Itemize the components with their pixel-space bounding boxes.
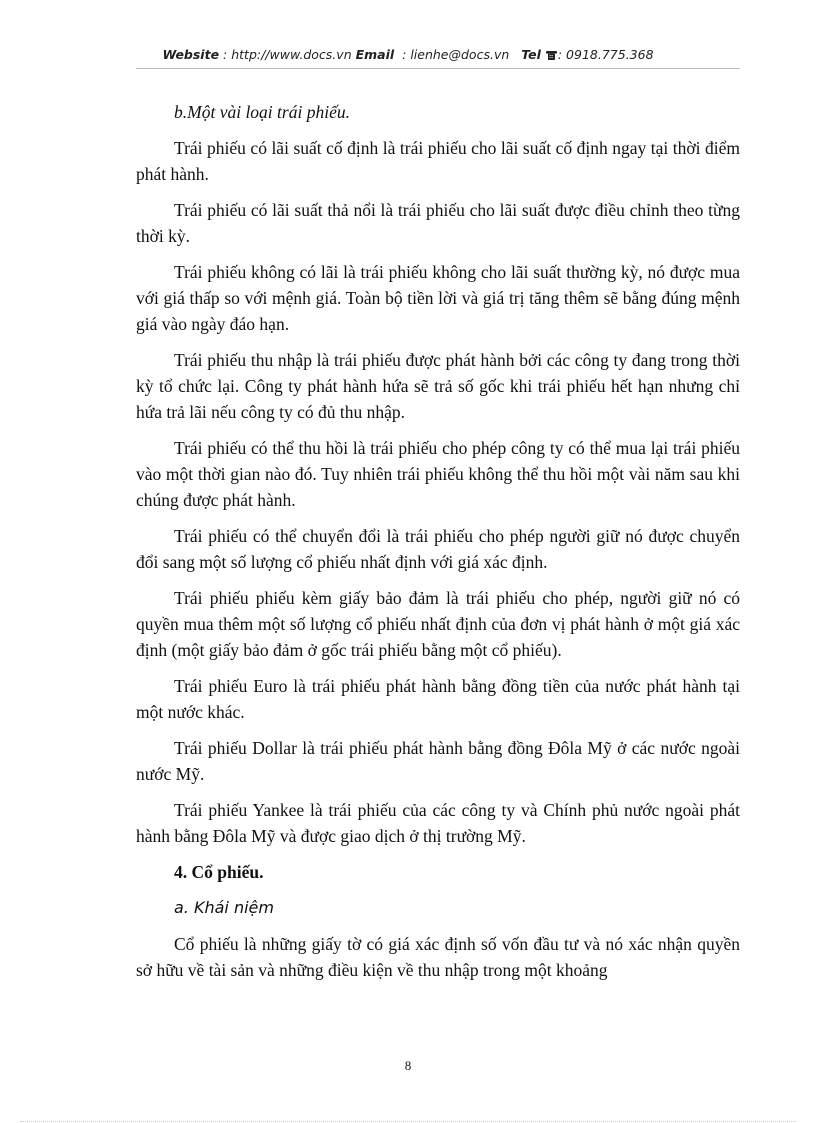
paragraph-dollar-bond: Trái phiếu Dollar là trái phiếu phát hành bằng đồng Đôla Mỹ ở các nước ngoài nước Mỹ.	[136, 738, 740, 784]
subheading-concept: a. Khái niệm	[174, 898, 274, 917]
paragraph-yankee-bond: Trái phiếu Yankee là trái phiếu của các công ty và Chính phủ nước ngoài phát hành bằng Đôla Mỹ và được giao dịch ở thị trường Mỹ.	[136, 800, 740, 846]
telephone-icon	[546, 51, 557, 60]
tel-label: Tel	[521, 47, 541, 62]
paragraph-convertible-bond: Trái phiếu có thể chuyển đổi là trái phiếu cho phép người giữ nó được chuyển đổi sang một số lượng cổ phiếu nhất định với giá xác định.	[136, 526, 740, 572]
paragraph-warrant-bond: Trái phiếu phiếu kèm giấy bảo đảm là trái phiếu cho phép, người giữ nó có quyền mua thêm một số lượng cổ phiếu nhất định của đơn vị phát hành ở một giá xác định (một giấy bảo đảm ở gốc trái phiếu bằng một cổ phiếu).	[136, 588, 740, 660]
paragraph-fixed-rate-bond: Trái phiếu có lãi suất cố định là trái phiếu cho lãi suất cố định ngay tại thời điểm phát hành.	[136, 138, 740, 184]
email-separator: :	[394, 47, 411, 62]
subheading-bond-types: b.Một vài loại trái phiếu.	[174, 102, 350, 122]
paragraph-euro-bond: Trái phiếu Euro là trái phiếu phát hành bằng đồng tiền của nước phát hành tại một nước khác.	[136, 676, 740, 722]
website-label: Website	[162, 47, 220, 62]
email-label: Email	[355, 47, 395, 62]
tel-separator: :	[557, 47, 567, 62]
website-separator: :	[219, 47, 232, 62]
page-bottom-border	[20, 1121, 796, 1122]
paragraph-income-bond: Trái phiếu thu nhập là trái phiếu được phát hành bởi các công ty đang trong thời kỳ tổ chức lại. Công ty phát hành hứa sẽ trả số gốc khi trái phiếu hết hạn nhưng chỉ hứa trả lãi nếu công ty có đủ thu nhập.	[136, 350, 740, 422]
document-body	[136, 99, 740, 993]
paragraph-stock-definition: Cổ phiếu là những giấy tờ có giá xác định số vốn đầu tư và nó xác nhận quyền sở hữu về tài sản và những điều kiện về thu nhập trong một khoảng	[136, 934, 740, 980]
paragraph-zero-coupon-bond: Trái phiếu không có lãi là trái phiếu không cho lãi suất thường kỳ, nó được mua với giá thấp so với mệnh giá. Toàn bộ tiền lời và giá trị tăng thêm sẽ bằng đúng mệnh giá vào ngày đáo hạn.	[136, 262, 740, 334]
paragraph-callable-bond: Trái phiếu có thể thu hồi là trái phiếu cho phép công ty có thể mua lại trái phiếu vào một thời gian nào đó. Tuy nhiên trái phiếu không thể thu hồi một vài năm sau khi chúng được phát hành.	[136, 438, 740, 510]
page-number: 8	[404, 1058, 412, 1073]
website-url: http://www.docs.vn	[231, 47, 352, 62]
page-header	[0, 47, 816, 62]
section-heading-stock: 4. Cổ phiếu.	[174, 862, 264, 882]
email-value: lienhe@docs.vn	[410, 47, 510, 62]
paragraph-floating-rate-bond: Trái phiếu có lãi suất thả nổi là trái phiếu cho lãi suất được điều chỉnh theo từng thời kỳ.	[136, 200, 740, 246]
tel-value: 0918.775.368	[566, 47, 654, 62]
header-divider	[136, 68, 740, 69]
